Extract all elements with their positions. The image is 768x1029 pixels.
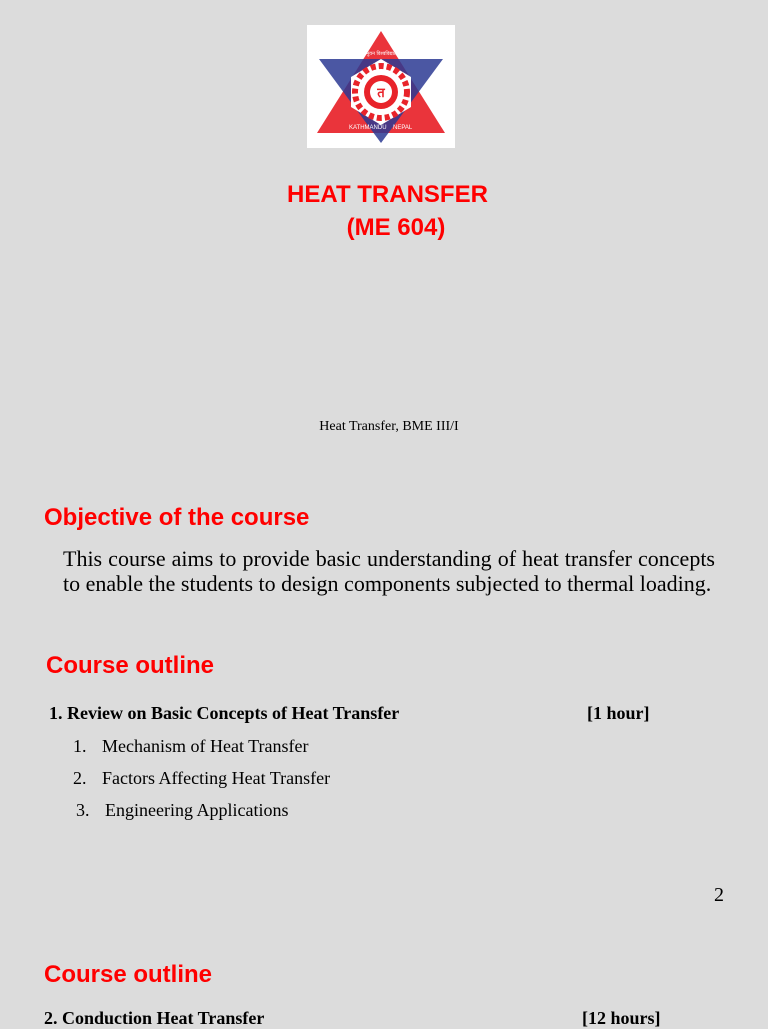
section-hours: [1 hour] (587, 703, 650, 723)
objective-paragraph: This course aims to provide basic understanding of heat transfer concepts to enable the students to design components subjected to thermal loading. (63, 546, 715, 596)
list-item-number: 2. (73, 768, 87, 788)
course-outline-heading: Course outline (46, 652, 215, 679)
svg-text:NEPAL: NEPAL (393, 125, 413, 131)
svg-text:KATHMANDU: KATHMANDU (349, 125, 387, 131)
slide-title-line2: (ME 604) (346, 214, 446, 241)
list-item: Mechanism of Heat Transfer (102, 736, 309, 756)
section-hours-2: [12 hours] (582, 1008, 661, 1028)
slide-footer: Heat Transfer, BME III/I (319, 419, 459, 434)
list-item: Engineering Applications (105, 800, 289, 820)
svg-text:त: त (377, 86, 385, 101)
list-item-number: 3. (76, 800, 90, 820)
svg-text:त्रिभुवन विश्वविद्यालय: त्रिभुवन विश्वविद्यालय (361, 51, 401, 57)
list-item-number: 1. (73, 736, 87, 756)
section-title-2: 2. Conduction Heat Transfer (44, 1008, 265, 1028)
page-number: 2 (714, 884, 724, 906)
logo-star-emblem (307, 25, 455, 148)
course-outline-heading-2: Course outline (44, 961, 213, 988)
list-item: Factors Affecting Heat Transfer (102, 768, 331, 788)
slide-title-line1: HEAT TRANSFER (287, 181, 488, 208)
section-title: 1. Review on Basic Concepts of Heat Transfer (49, 703, 400, 723)
university-logo (307, 25, 455, 148)
objective-heading: Objective of the course (44, 504, 310, 531)
